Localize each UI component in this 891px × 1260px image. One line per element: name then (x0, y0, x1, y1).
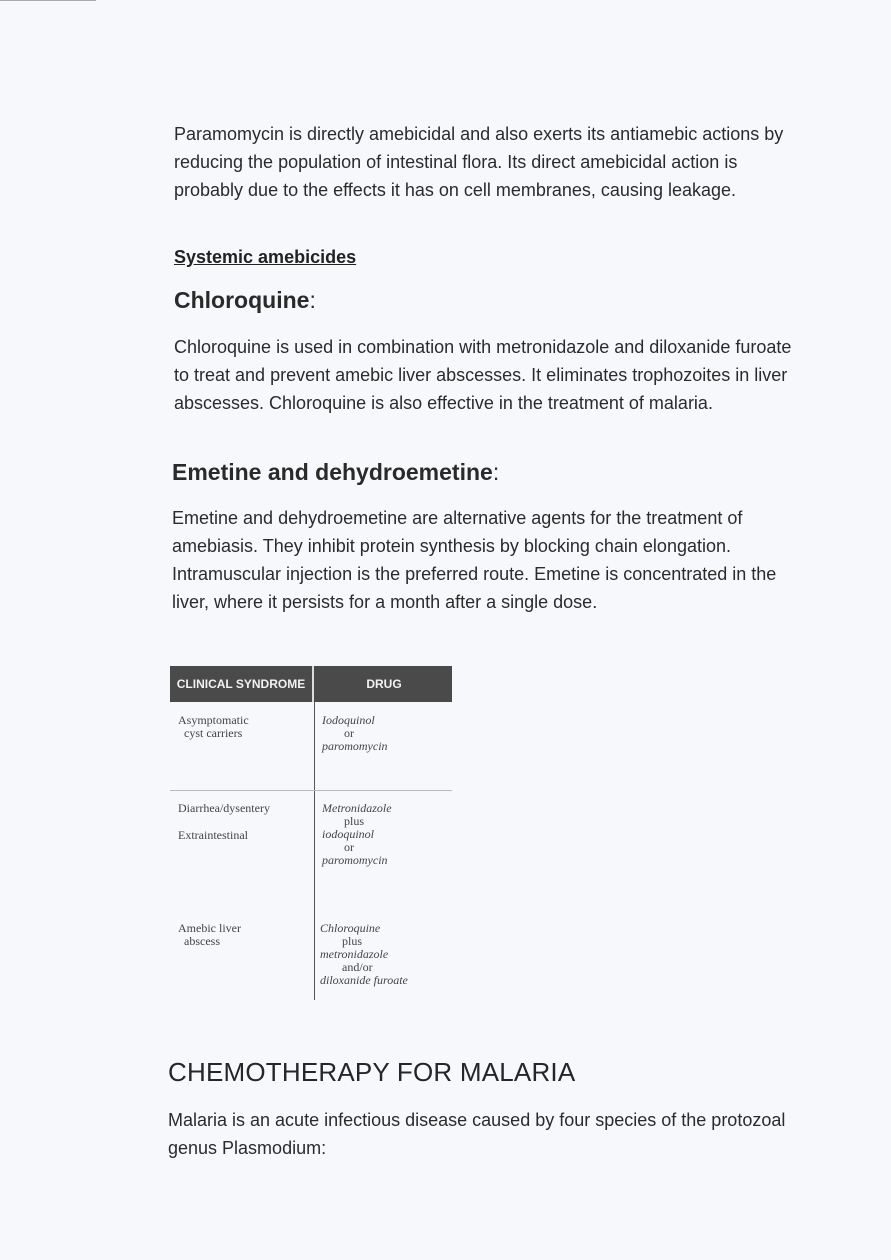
row3-drug-5: diloxanide furoate (320, 973, 408, 987)
row2-drug-1: Metronidazole (322, 801, 392, 815)
emetine-heading-colon: : (492, 459, 500, 485)
row3-drug (320, 922, 408, 987)
row2-syndrome-line2: Extraintestinal (178, 828, 248, 842)
chloroquine-paragraph: Chloroquine is used in combination with metronidazole and diloxanide furoate to treat and prevent amebic liver abscesses. It eliminates trophozoites in liver abscesses. Chloroquine is also effective in the treatment of malaria. (174, 337, 792, 413)
row2-drug (322, 802, 392, 867)
row2-drug-4: or (344, 840, 354, 854)
row3-drug-2: plus (342, 934, 363, 948)
chloroquine-heading (174, 287, 316, 314)
row3-drug-3: metronidazole (320, 947, 389, 961)
intro-paragraph: Paramomycin is directly amebicidal and also exerts its antiamebic actions by reducing the population of intestinal flora. Its direct amebicidal action is probably due to the effects it has on cell membranes, causing leakage. (174, 124, 784, 200)
scan-edge-mark (0, 0, 96, 1)
row3-syndrome-line1: Amebic liver (178, 921, 241, 935)
row2-syndrome (178, 802, 270, 842)
row3-drug-1: Chloroquine (320, 921, 381, 935)
systemic-amebicides-subheading: Systemic amebicides (174, 247, 357, 267)
row3-syndrome-line2: abscess (184, 934, 220, 948)
table-header-row (170, 666, 452, 702)
table-row-divider (170, 790, 452, 791)
row2-drug-3: iodoquinol (322, 827, 375, 841)
row1-syndrome-line2: cyst carriers (184, 726, 243, 740)
amebiasis-treatment-table (170, 666, 452, 1002)
chloroquine-heading-colon: : (309, 287, 316, 313)
row1-drug (322, 714, 388, 753)
header-clinical-syndrome: CLINICAL SYNDROME (170, 666, 314, 702)
row1-drug-2: or (344, 726, 354, 740)
row3-drug-4: and/or (342, 960, 373, 974)
malaria-section-heading: CHEMOTHERAPY FOR MALARIA (168, 1057, 576, 1087)
chloroquine-heading-text: Chloroquine (174, 287, 310, 313)
row2-drug-2: plus (344, 814, 365, 828)
row1-syndrome-line1: Asymptomatic (178, 713, 249, 727)
table-column-divider (314, 702, 315, 1000)
emetine-heading (172, 459, 499, 486)
row1-syndrome (178, 714, 249, 740)
row1-drug-3: paromomycin (322, 739, 388, 753)
header-drug: DRUG (366, 677, 402, 691)
malaria-paragraph: Malaria is an acute infectious disease caused by four species of the protozoal genus Plasmodium: (168, 1110, 786, 1158)
row2-drug-5: paromomycin (322, 853, 388, 867)
row2-syndrome-line1: Diarrhea/dysentery (178, 801, 270, 815)
row3-syndrome (178, 922, 241, 948)
emetine-paragraph: Emetine and dehydroemetine are alternative agents for the treatment of amebiasis. They inhibit protein synthesis by blocking chain elongation. Intramuscular injection is the preferred route. Emetine is concentrated in the liver, where it persists for a month after a single dose. (172, 508, 777, 612)
emetine-heading-text: Emetine and dehydroemetine (172, 459, 493, 485)
row1-drug-1: Iodoquinol (322, 713, 375, 727)
